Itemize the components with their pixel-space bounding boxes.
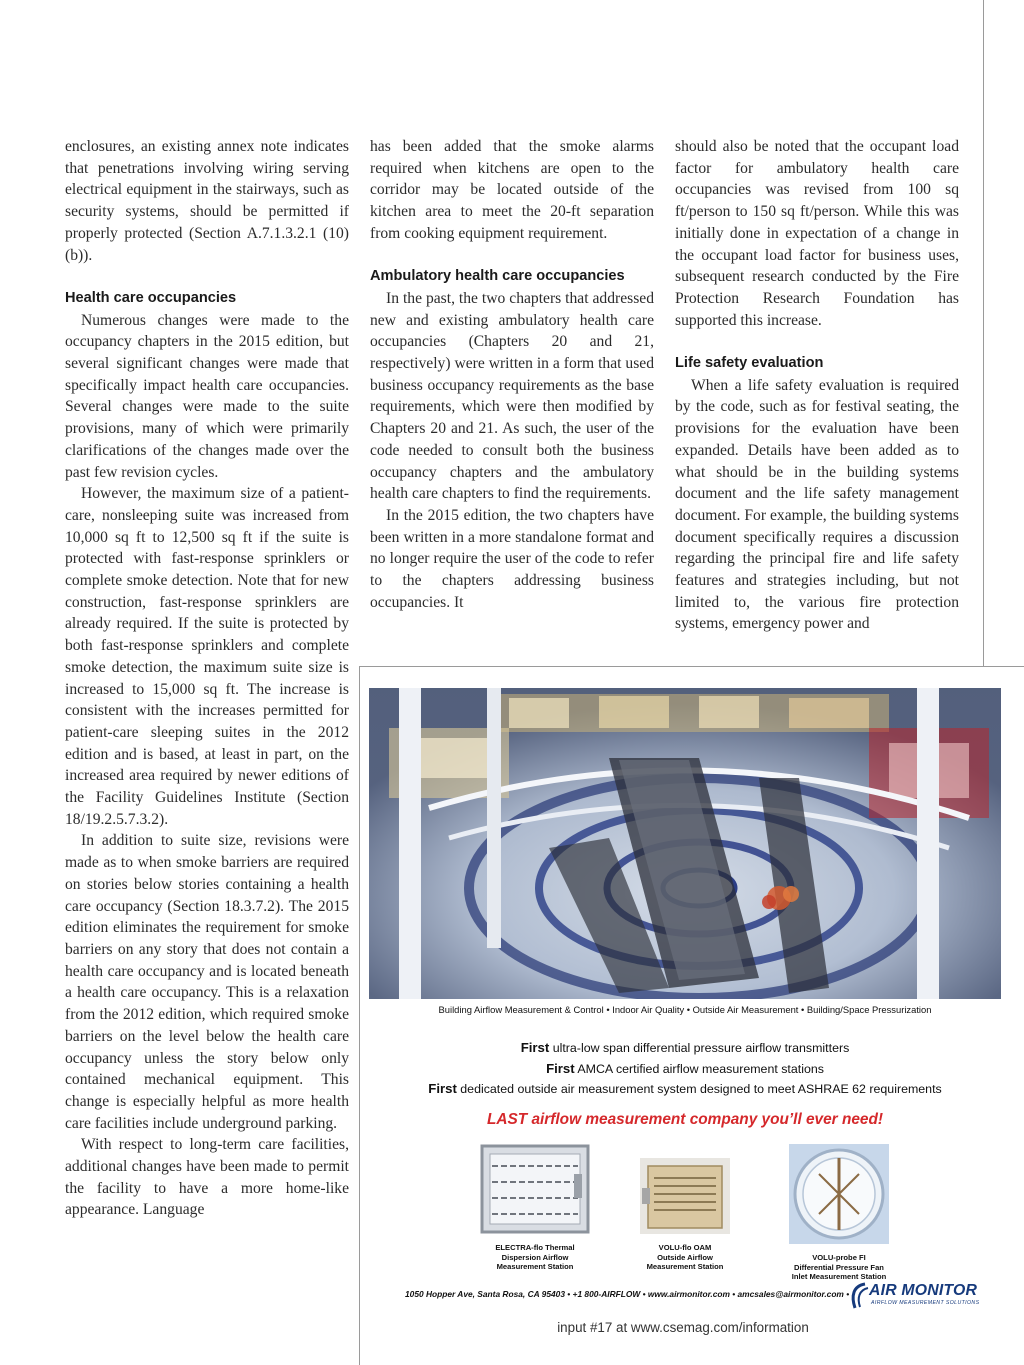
- ad-left-rule: [359, 666, 360, 1365]
- air-monitor-logo: [849, 1282, 980, 1310]
- paragraph: In the 2015 edition, the two chapters have been written in a more standalone format and no longer require the user of the code to refer to the chapters addressing business occupancies. It: [370, 506, 654, 611]
- paragraph: In addition to suite size, revisions were made as to when smoke barriers are required on stories below stories containing a health care occupancy (Section 18.3.7.2). The 2015 edition eliminates the requirement for smoke barriers on any story that does not contain a health care occupancy and is located beneath a health care occupancy. This is a relaxation from the 2012 edition, which required smoke barriers on the level below the health care occupancy unless the story below only contained mechanical equipment. This change is especially helpful as more health care facilities include underground parking.: [65, 832, 349, 1132]
- article-column-1: [65, 136, 349, 1221]
- mall-atrium-illustration: [369, 688, 1001, 999]
- ad-top-rule: [359, 666, 1024, 667]
- column-rule-right: [983, 0, 984, 666]
- paragraph: However, the maximum size of a patient-care, nonsleeping suite was increased from 10,000 sq ft to 12,500 sq ft if the suite is protected with fast-response sprinklers or complete smoke detection. Note that for new construction, fast-response sprinklers are already required. If the suite is protected by both fast-response sprinklers and complete smoke detection, the maximum suite size is increased to 15,000 sq ft. The increase is consistent with the increases permitted for patient-care sleeping suites in the 2012 edition and is based, at least in part, on the increased area required by newer editions of the Facility Guidelines Institute (Section 18/19.2.5.7.3.2).: [65, 485, 349, 828]
- paragraph: enclosures, an existing annex note indicates that penetrations involving wiring serving electrical equipment in the stairways, such as security systems, should be permitted if properly protected (Section A.7.1.3.2.1 (10)(b)).: [65, 138, 349, 264]
- paragraph: With respect to long-term care facilities, additional changes have been made to permit the facility to have a more home-like appearance. Language: [65, 1136, 349, 1219]
- product-image-volu-probe-fi: [789, 1144, 889, 1244]
- section-heading-ambulatory: Ambulatory health care occupancies: [370, 268, 625, 285]
- shopping-mall-atrium-photo: [369, 688, 1001, 999]
- product-caption: VOLU-flo OAM Outside Airflow Measurement Station: [646, 1243, 724, 1271]
- air-monitor-advertisement: [369, 688, 1001, 1328]
- product-caption: ELECTRA-flo Thermal Dispersion Airflow Measurement Station: [495, 1243, 575, 1271]
- logo-wordmark: AIR MONITOR: [869, 1282, 978, 1299]
- air-monitor-logo-mark-icon: [849, 1282, 869, 1310]
- ad-first-line: First AMCA certified airflow measurement stations: [546, 1060, 824, 1076]
- product-caption: VOLU-probe FI Differential Pressure Fan Inlet Measurement Station: [791, 1253, 887, 1281]
- ad-first-line: First ultra-low span differential pressure airflow transmitters: [520, 1040, 850, 1055]
- paragraph: When a life safety evaluation is required by the code, such as for festival seating, the provisions for the evaluation have been expanded. Details have been added as to what should be in the building systems document and the life safety management document. For example, the building systems document specifically requires a discussion regarding the principal fire and life safety features and strategies including, but not limited to, the various fire protection systems, emergency power and: [675, 376, 959, 633]
- article-column-2: [370, 136, 654, 613]
- product-volu-flo-oam: [605, 1158, 765, 1272]
- section-heading-health-care: Health care occupancies: [65, 289, 237, 306]
- ad-contact-address: 1050 Hopper Ave, Santa Rosa, CA 95403 • +1 800-AIRFLOW • www.airmonitor.com • amcsales@airmonitor.com •: [405, 1289, 850, 1299]
- section-heading-life-safety: Life safety evaluation: [675, 355, 824, 372]
- ad-last-slogan: LAST airflow measurement company you’ll ever need!: [487, 1111, 883, 1128]
- paragraph: should also be noted that the occupant load factor for ambulatory health care occupancies was revised from 100 sq ft/person to 150 sq ft/person. While this was initially done in expectation of a change in the occupant load factor for business uses, subsequent research conducted by the Fire Protection Research Foundation has supported this increase.: [675, 138, 959, 329]
- paragraph: In the past, the two chapters that addressed new and existing ambulatory health care occupancies (Chapters 20 and 21, respectively) were written in a form that used business occupancy requirements as the base requirements, which were then modified by Chapters 20 and 21. As such, the user of the code needed to consult both the business occupancy chapters and the ambulatory health care chapters to find the requirements.: [370, 289, 654, 503]
- paragraph: Numerous changes were made to the occupancy chapters in the 2015 edition, but several significant changes were made that specifically impact health care occupancies. Several changes were made to the suite provisions, many of which were primarily clarifications of the changes made over the past few revision cycles.: [65, 311, 349, 481]
- reader-input-line: input #17 at www.csemag.com/information: [557, 1320, 809, 1335]
- paragraph: has been added that the smoke alarms required when kitchens are open to the corridor may be located outside of the kitchen area to meet the 20-ft separation from cooking equipment requirement.: [370, 138, 654, 242]
- ad-first-line: First dedicated outside air measurement system designed to meet ASHRAE 62 requirements: [428, 1081, 942, 1096]
- product-electra-flo: [455, 1144, 615, 1272]
- product-image-electra-flo: [480, 1144, 590, 1234]
- logo-subtitle: AIRFLOW MEASUREMENT SOLUTIONS: [871, 1300, 980, 1306]
- ad-firsts-list: [369, 1038, 1001, 1100]
- article-column-3: [675, 136, 959, 635]
- ad-tagline: Building Airflow Measurement & Control • Indoor Air Quality • Outside Air Measurement • Building/Space Pressurization: [438, 1004, 932, 1015]
- product-volu-probe-fi: [759, 1144, 919, 1282]
- product-image-volu-flo-oam: [640, 1158, 730, 1234]
